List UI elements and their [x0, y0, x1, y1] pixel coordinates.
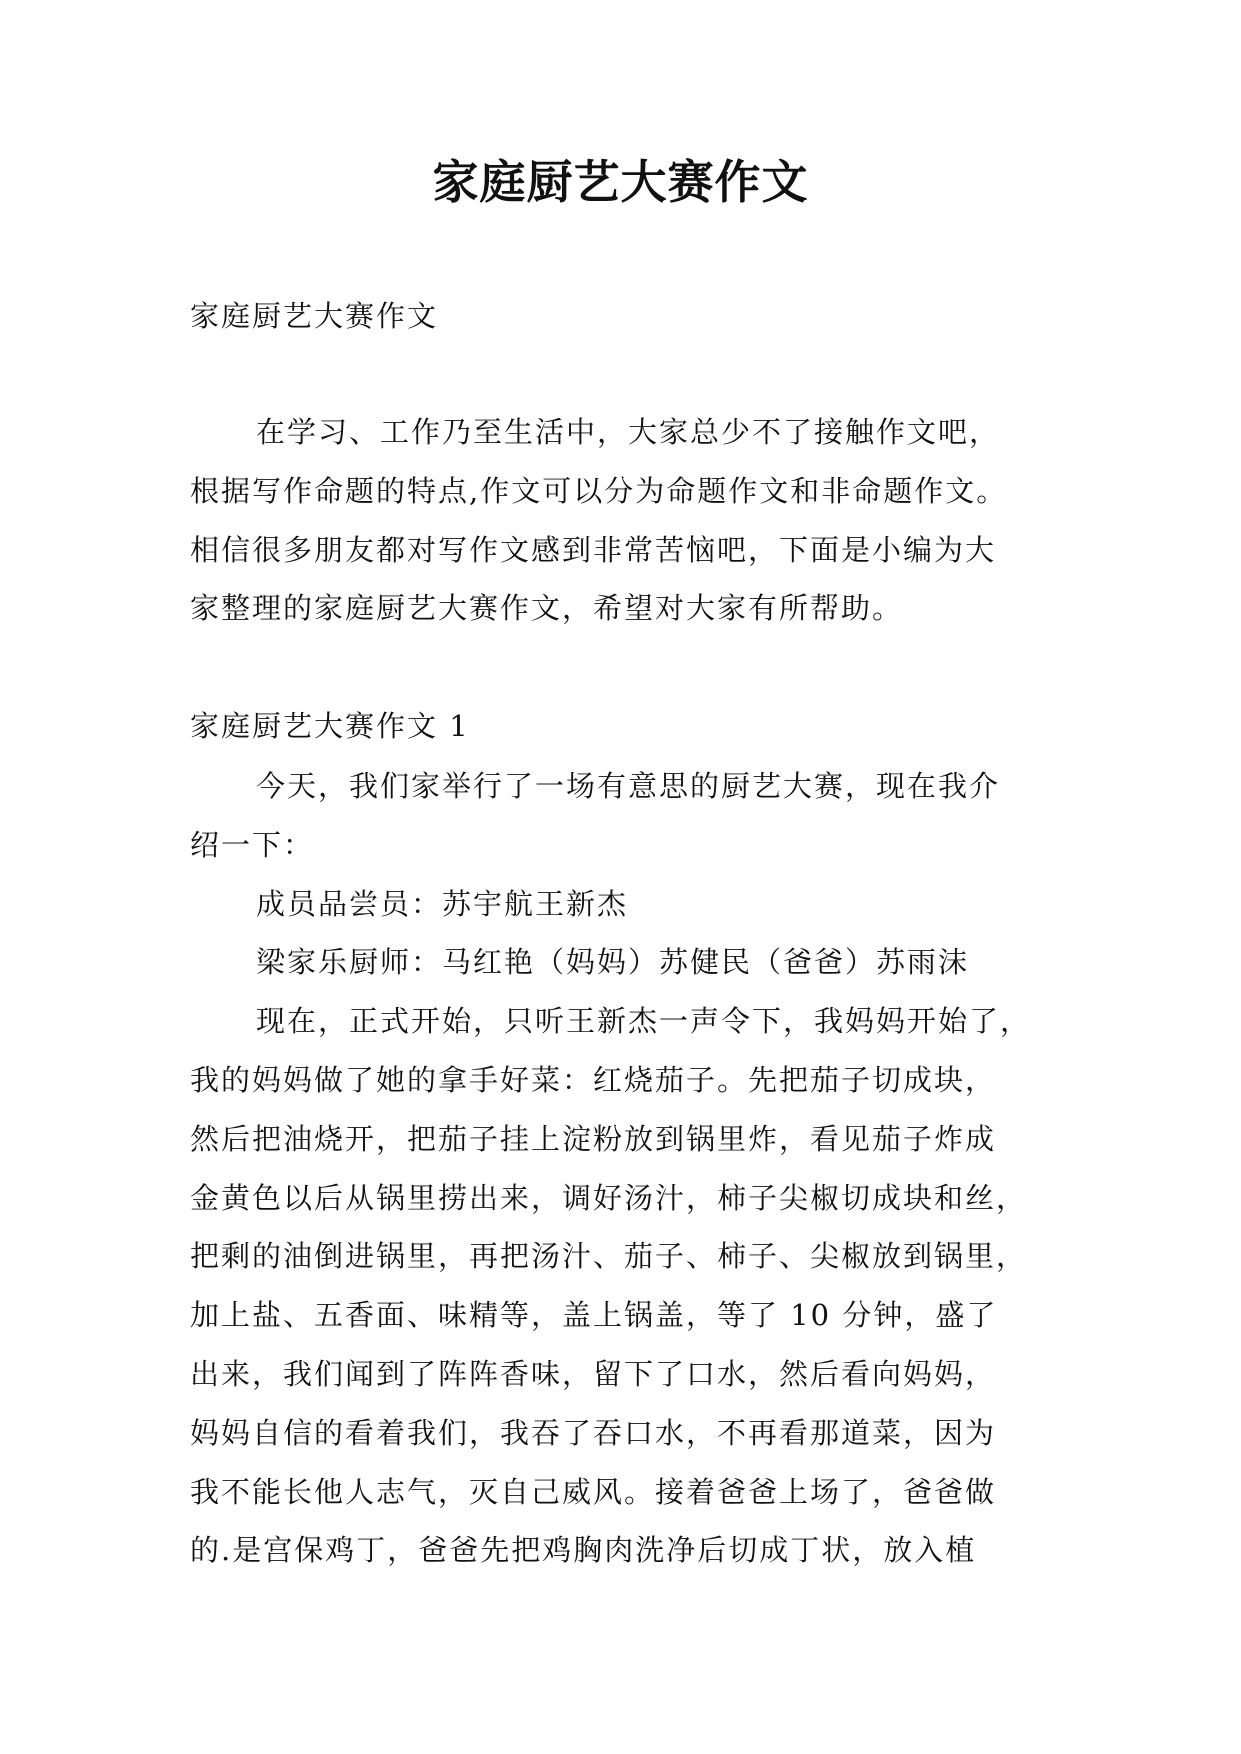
intro-line: 家整理的家庭厨艺大赛作文，希望对大家有所帮助。 — [190, 591, 904, 626]
essay-line: 今天，我们家举行了一场有意思的厨艺大赛，现在我介 — [256, 769, 1001, 803]
section-heading — [190, 697, 1070, 756]
essay-line: 出来，我们闻到了阵阵香味，留下了口水，然后看向妈妈， — [190, 1356, 997, 1391]
essay-line: 然后把油烧开，把茄子挂上淀粉放到锅里炸，看见茄子炸成 — [190, 1121, 997, 1156]
intro-paragraph — [190, 403, 1070, 638]
essay-line: 我的妈妈做了她的拿手好菜：红烧茄子。先把茄子切成块， — [190, 1062, 997, 1097]
essay-line: 梁家乐厨师：马红艳（妈妈）苏健民（爸爸）苏雨沫 — [256, 945, 970, 980]
essay-line: 成员品尝员：苏宇航王新杰 — [256, 886, 629, 921]
essay-line: 金黄色以后从锅里捞出来，调好汤汁，柿子尖椒切成块和丝， — [190, 1180, 1028, 1215]
intro-line: 在学习、工作乃至生活中，大家总少不了接触作文吧， — [256, 415, 1001, 449]
essay-heading-text: 家庭厨艺大赛作文 — [190, 299, 439, 333]
essay-line: 加上盐、五香面、味精等，盖上锅盖，等了 10 分钟，盛了 — [190, 1298, 998, 1333]
essay-line: 的.是宫保鸡丁，爸爸先把鸡胸肉洗净后切成丁状，放入植 — [190, 1533, 977, 1568]
intro-line: 根据写作命题的特点,作文可以分为命题作文和非命题作文。 — [190, 473, 1008, 508]
document-title: 家庭厨艺大赛作文 — [432, 155, 809, 209]
essay-line: 把剩的油倒进锅里，再把汤汁、茄子、柿子、尖椒放到锅里， — [190, 1239, 1028, 1274]
essay-body — [190, 757, 1070, 1580]
essay-line: 现在，正式开始，只听王新杰一声令下，我妈妈开始了， — [256, 1004, 1032, 1039]
essay-line: 绍一下： — [190, 827, 315, 862]
intro-line: 相信很多朋友都对写作文感到非常苦恼吧，下面是小编为大 — [190, 532, 997, 567]
section-heading-text: 家庭厨艺大赛作文 1 — [190, 709, 470, 743]
essay-heading — [190, 287, 1070, 346]
essay-line: 妈妈自信的看着我们，我吞了吞口水，不再看那道菜，因为 — [190, 1415, 997, 1450]
essay-line: 我不能长他人志气，灭自己威风。接着爸爸上场了，爸爸做 — [190, 1474, 997, 1509]
